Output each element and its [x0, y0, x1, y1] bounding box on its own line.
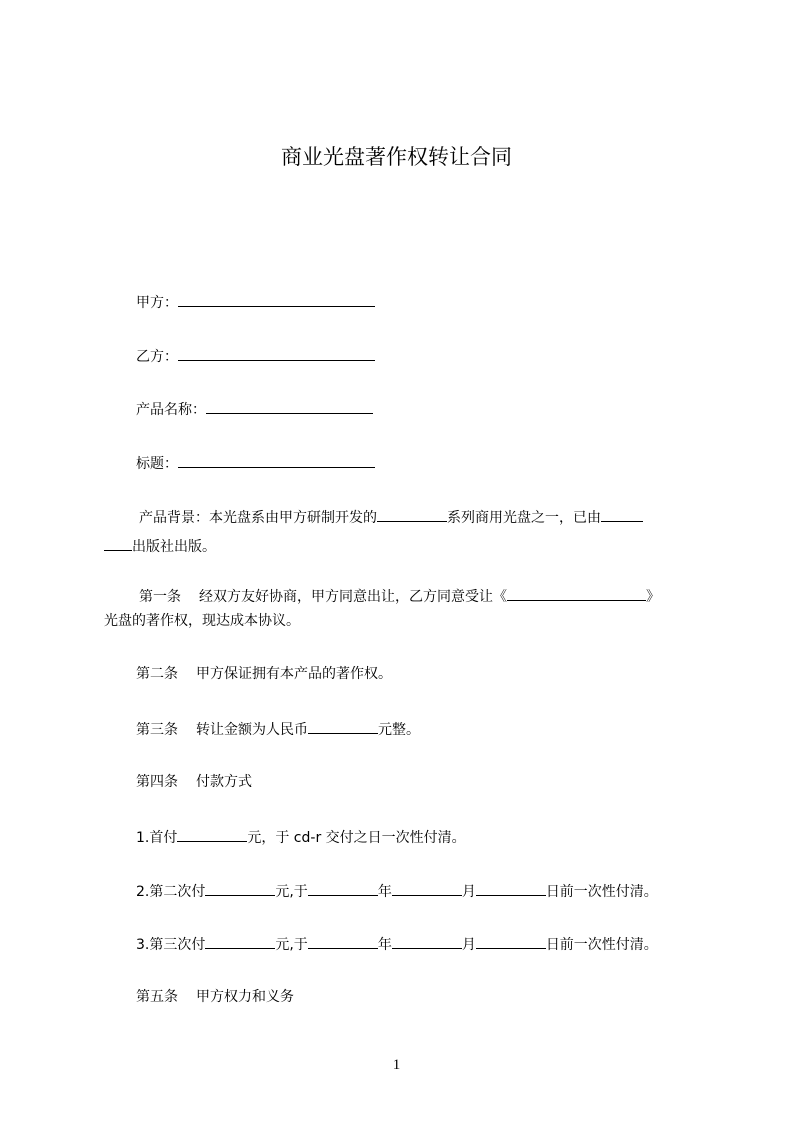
background-text-1: 本光盘系由甲方研制开发的 [209, 510, 377, 526]
payment-3-month-blank[interactable] [392, 933, 462, 949]
transfer-amount-blank[interactable] [308, 718, 378, 734]
product-name-line [136, 398, 373, 420]
article-4-number: 第四条 [136, 774, 178, 790]
payment-3-line [136, 933, 658, 955]
article-1-number: 第一条 [139, 589, 181, 605]
article-5-number: 第五条 [136, 989, 178, 1005]
payment-2-month-blank[interactable] [392, 880, 462, 896]
background-line-2 [104, 535, 216, 557]
payment-2-year: 年 [377, 884, 392, 900]
article-1-text-1: 经双方友好协商，甲方同意出让，乙方同意受让《 [199, 589, 507, 605]
payment-2-day-blank[interactable] [476, 880, 546, 896]
party-a-line [136, 291, 375, 313]
payment-3-yuan: 元,于 [275, 937, 308, 953]
payment-1-line [136, 826, 466, 848]
payment-2-prefix: 2.第二次付 [136, 884, 206, 900]
article-3-text-1: 转让金额为人民币 [196, 722, 308, 738]
page-number: 1 [392, 1057, 401, 1073]
disc-title-blank[interactable] [507, 585, 646, 601]
article-3-text-2: 元整。 [378, 722, 420, 738]
document-title: 商业光盘著作权转让合同 [281, 145, 512, 169]
party-b-line [136, 345, 375, 367]
payment-3-amount-blank[interactable] [205, 933, 275, 949]
product-name-blank[interactable] [206, 398, 373, 414]
payment-2-line [136, 880, 658, 902]
series-blank[interactable] [377, 506, 447, 522]
background-text-3: 出版社出版。 [132, 539, 216, 555]
heading-line [136, 452, 375, 474]
payment-1-prefix: 1.首付 [136, 830, 178, 846]
article-5-text: 甲方权力和义务 [196, 989, 294, 1005]
article-1-text-3: 光盘的著作权，现达成本协议。 [104, 613, 300, 629]
payment-2-year-blank[interactable] [308, 880, 378, 896]
payment-3-prefix: 3.第三次付 [136, 937, 206, 953]
heading-blank[interactable] [178, 452, 375, 468]
party-b-blank[interactable] [178, 345, 375, 361]
payment-2-yuan: 元,于 [275, 884, 308, 900]
article-1-line-1 [139, 585, 660, 607]
product-name-label: 产品名称： [136, 402, 206, 418]
publisher-blank-part2[interactable] [104, 535, 132, 551]
article-4-line [136, 772, 252, 792]
article-1-text-2: 》 [646, 589, 660, 605]
article-4-text: 付款方式 [196, 774, 252, 790]
payment-3-month: 月 [461, 937, 476, 953]
payment-3-suffix: 日前一次性付清。 [545, 937, 658, 953]
payment-2-suffix: 日前一次性付清。 [545, 884, 658, 900]
article-5-line [136, 987, 294, 1007]
article-1-line-2 [104, 611, 300, 631]
article-2-text: 甲方保证拥有本产品的著作权。 [196, 666, 392, 682]
payment-1-amount-blank[interactable] [177, 826, 247, 842]
background-line-1 [139, 506, 643, 528]
payment-2-month: 月 [461, 884, 476, 900]
background-label: 产品背景： [139, 510, 209, 526]
article-3-line [136, 718, 420, 740]
publisher-blank-part1[interactable] [601, 506, 643, 522]
article-3-number: 第三条 [136, 722, 178, 738]
payment-3-year: 年 [377, 937, 392, 953]
payment-2-amount-blank[interactable] [205, 880, 275, 896]
background-text-2: 系列商用光盘之一，已由 [447, 510, 601, 526]
party-a-blank[interactable] [178, 291, 375, 307]
article-2-line [136, 664, 392, 684]
party-b-label: 乙方： [136, 349, 178, 365]
payment-3-day-blank[interactable] [476, 933, 546, 949]
article-2-number: 第二条 [136, 666, 178, 682]
heading-label: 标题： [136, 456, 178, 472]
payment-3-year-blank[interactable] [308, 933, 378, 949]
payment-1-suffix: 元，于 cd-r 交付之日一次性付清。 [247, 830, 466, 846]
party-a-label: 甲方： [136, 295, 178, 311]
